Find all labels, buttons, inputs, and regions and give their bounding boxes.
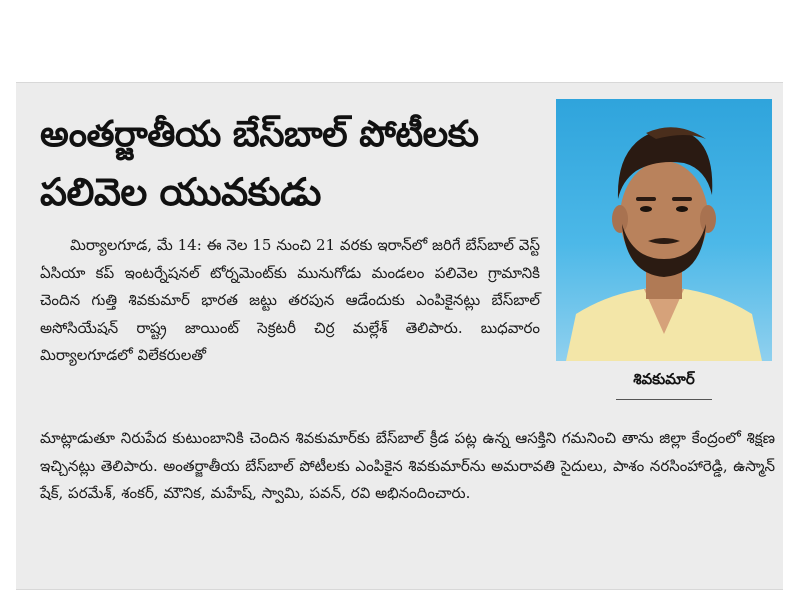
headline-line-1: అంతర్జాతీయ బేస్‌బాల్ పోటీలకు <box>40 114 479 155</box>
portrait-illustration <box>556 99 772 361</box>
headline-line-2: పలివెల యువకుడు <box>40 170 321 214</box>
photo-caption: శివకుమార్ <box>633 370 695 388</box>
portrait-photo <box>556 99 772 361</box>
article-paragraph-part-2: మాట్లాడుతూ నిరుపేద కుటుంబానికి చెందిన శివకుమార్‌కు బేస్‌బాల్ క్రీడ పట్ల ఉన్న ఆసక్తిని గమనించి తాను జిల్లా కేంద్రంలో శిక్షణ ఇచ్చినట్లు తెలిపారు. అంతర్జాతీయ బేస్‌బాల్ పోటీలకు ఎంపికైన శివకుమార్‌ను అమరావతి సైదులు, పాశం నరసింహారెడ్డి, ఉస్మాన్ షేక్, పరమేశ్, శంకర్, మౌనిక, మహేష్, స్వామి, పవన్, రవి అభినందించారు. <box>40 429 775 502</box>
article-paragraph-part-1: మిర్యాలగూడ, మే 14: ఈ నెల 15 నుంచి 21 వరకు ఇరాన్‌లో జరిగే బేస్‌బాల్ వెస్ట్ ఏసియా కప్ ఇంటర్నేషనల్ టోర్నమెంట్‌కు మునుగోడు మండలం పలివెల గ్రామానికి చెందిన గుత్తి శివకుమార్ భారత జట్టు తరపున ఆడేందుకు ఎంపికైనట్లు బేస్‌బాల్ అసోసియేషన్ రాష్ట్ర జాయింట్ సెక్రటరీ చిర్ర మల్లేశ్ తెలిపారు. బుధవారం మిర్యాలగూడలో విలేకరులతో <box>40 236 540 364</box>
caption-divider <box>616 399 712 400</box>
